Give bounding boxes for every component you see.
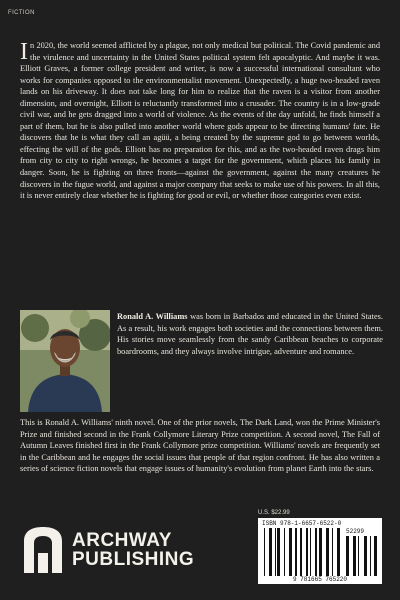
publisher-name-line2: PUBLISHING (72, 549, 195, 570)
publisher-name-line1: ARCHWAY (72, 530, 172, 551)
barcode-bars (264, 528, 342, 576)
isbn-label: ISBN 978-1-6657-6522-0 (262, 520, 342, 527)
novels-paragraph: This is Ronald A. Williams' ninth novel. One of the prior novels, The Dark Land, won the Prime Minister's Prize and finished second in the Frank Collymore Literary Prize competition. A second novel, The Fall of Autumn Leaves finished first in the Frank Collymore prize competition. Williams' novels are frequently set in the Caribbean and he engages the social issues that people of that region confront. He has also written a series of science fiction novels that engage issues of humanity's evolution from planet Earth into the stars. (20, 418, 380, 474)
barcode-addon-bars (346, 536, 378, 576)
genre-label: FICTION (8, 10, 35, 16)
author-photo (20, 310, 110, 412)
publisher-logo (22, 527, 194, 573)
barcode (258, 518, 382, 584)
barcode-digits: 9 781665 765220 (292, 576, 347, 583)
synopsis-paragraph (20, 40, 380, 202)
author-bio-text: was born in Barbados and educated in the United States. As a result, his work engages both societies and the connections between them. His stories move seamlessly from the sandy Caribbean beaches to corporate boardrooms, and they always involve intrigue, adventure and romance. (117, 312, 383, 356)
author-bio (117, 311, 383, 357)
drop-cap: I (20, 39, 28, 65)
archway-logo-icon (22, 527, 64, 573)
price-label: U.S. $22.99 (258, 510, 290, 516)
author-name: Ronald A. Williams (117, 312, 188, 321)
synopsis-text: n 2020, the world seemed afflicted by a plague, not only medical but political. The Covid pandemic and the virulence and uncertainty in the United States political system felt apocalyptic. And maybe it was. Elliott Graves, a former college president and writer, is now a successful international consultant who works for companies opposed to the environmentalist movement. Unexpectedly, a huge two-headed raven lands on his driveway. It does not take long for him to realize that the raven is a visitor from another dimension, and overnight, Elliott is reluctantly transformed into a crusader. The country is in a low-grade civil war, and he gets dragged into a world of violence. As the events of the day unfold, he finds himself a part of them, but he is also pulled into another world where gods appear to be directing humans' fate. He discovers that he is what they call an agüü, a being created by the supreme god to go between worlds, effecting the will of the gods. Elliott has no preparation for this, and as the two-headed raven drags him from city to city to right wrongs, he becomes a target for the government, which places his family in danger. Soon, he is fighting on three fronts—against the government, against the many creatures he discovers in the fugue world, and against a major company that seeks to make use of his powers. In all this, it is never entirely clear whether he is fighting for good or evil, or whether those categories even exist. (20, 41, 380, 201)
barcode-price-code: 52299 (346, 528, 365, 535)
